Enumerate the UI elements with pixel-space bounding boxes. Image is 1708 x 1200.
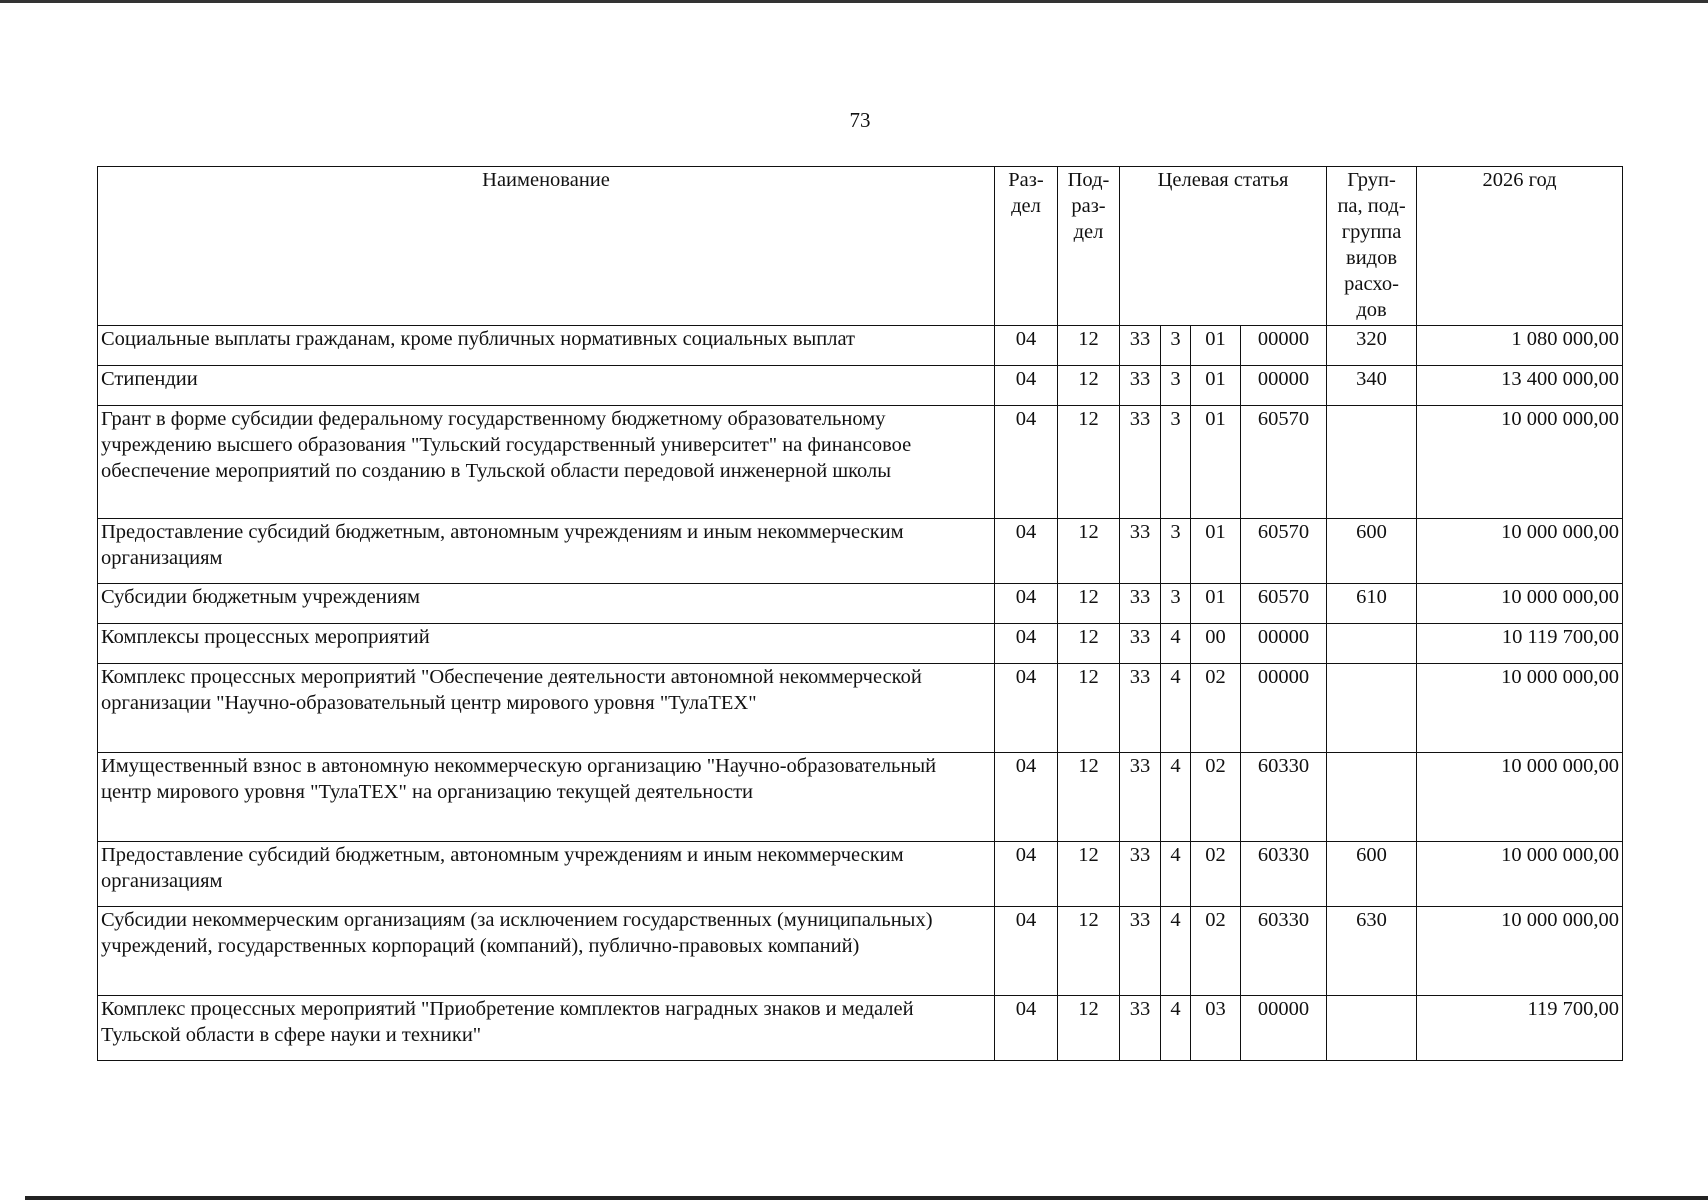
row-cs-structure: 01 (1191, 519, 1241, 584)
row-razdel: 04 (995, 584, 1058, 624)
row-gruppa: 600 (1327, 519, 1417, 584)
row-amount: 10 000 000,00 (1417, 406, 1623, 519)
row-razdel: 04 (995, 406, 1058, 519)
row-cs-structure: 03 (1191, 996, 1241, 1061)
row-cs-program: 33 (1120, 842, 1161, 907)
row-gruppa: 630 (1327, 907, 1417, 996)
scan-edge-top (0, 0, 1708, 3)
header-row (98, 167, 1623, 326)
row-podrazdel: 12 (1058, 406, 1120, 519)
row-name: Имущественный взнос в автономную некоммерческую организацию "Научно-образовательный центр мирового уровня "ТулаТЕХ" на организацию текущей деятельности (98, 753, 995, 842)
row-name: Комплексы процессных мероприятий (98, 624, 995, 664)
row-cs-direction: 00000 (1241, 326, 1327, 366)
row-name: Комплекс процессных мероприятий "Обеспечение деятельности автономной некоммерческой организации "Научно-образовательный центр мирового уровня "ТулаТЕХ" (98, 664, 995, 753)
table-row (98, 366, 1623, 406)
row-razdel: 04 (995, 907, 1058, 996)
row-cs-structure: 02 (1191, 842, 1241, 907)
row-name: Предоставление субсидий бюджетным, автономным учреждениям и иным некоммерческим организациям (98, 842, 995, 907)
row-amount: 10 000 000,00 (1417, 907, 1623, 996)
row-gruppa: 610 (1327, 584, 1417, 624)
row-cs-type: 4 (1161, 664, 1191, 753)
row-gruppa (1327, 664, 1417, 753)
row-cs-structure: 02 (1191, 664, 1241, 753)
row-razdel: 04 (995, 996, 1058, 1061)
row-cs-direction: 60330 (1241, 753, 1327, 842)
row-amount: 10 000 000,00 (1417, 584, 1623, 624)
row-cs-program: 33 (1120, 519, 1161, 584)
row-razdel: 04 (995, 664, 1058, 753)
row-razdel: 04 (995, 519, 1058, 584)
row-cs-program: 33 (1120, 326, 1161, 366)
row-name: Социальные выплаты гражданам, кроме публичных нормативных социальных выплат (98, 326, 995, 366)
row-cs-direction: 00000 (1241, 996, 1327, 1061)
row-cs-program: 33 (1120, 624, 1161, 664)
row-podrazdel: 12 (1058, 907, 1120, 996)
header-celevaya-statya: Целевая статья (1120, 167, 1327, 326)
header-podrazdel: Под- раз- дел (1058, 167, 1120, 326)
row-cs-program: 33 (1120, 406, 1161, 519)
row-razdel: 04 (995, 753, 1058, 842)
row-amount: 10 000 000,00 (1417, 519, 1623, 584)
row-razdel: 04 (995, 624, 1058, 664)
row-cs-type: 4 (1161, 907, 1191, 996)
table-row (98, 907, 1623, 996)
row-amount: 13 400 000,00 (1417, 366, 1623, 406)
row-cs-type: 4 (1161, 753, 1191, 842)
row-cs-program: 33 (1120, 996, 1161, 1061)
row-podrazdel: 12 (1058, 326, 1120, 366)
row-gruppa (1327, 753, 1417, 842)
header-razdel: Раз- дел (995, 167, 1058, 326)
scan-edge-bottom (25, 1196, 1708, 1200)
row-cs-direction: 00000 (1241, 366, 1327, 406)
row-name: Комплекс процессных мероприятий "Приобретение комплектов наградных знаков и медалей Тульской области в сфере науки и техники" (98, 996, 995, 1061)
row-cs-program: 33 (1120, 584, 1161, 624)
row-gruppa: 600 (1327, 842, 1417, 907)
page-number: 73 (849, 108, 871, 132)
header-gruppa: Груп- па, под- группа видов расхо- дов (1327, 167, 1417, 326)
row-cs-structure: 01 (1191, 406, 1241, 519)
row-cs-type: 4 (1161, 996, 1191, 1061)
row-podrazdel: 12 (1058, 584, 1120, 624)
header-year: 2026 год (1417, 167, 1623, 326)
row-razdel: 04 (995, 326, 1058, 366)
row-razdel: 04 (995, 842, 1058, 907)
row-cs-structure: 01 (1191, 326, 1241, 366)
row-cs-type: 3 (1161, 406, 1191, 519)
row-cs-structure: 02 (1191, 907, 1241, 996)
row-name: Стипендии (98, 366, 995, 406)
row-amount: 10 119 700,00 (1417, 624, 1623, 664)
row-amount: 1 080 000,00 (1417, 326, 1623, 366)
row-razdel: 04 (995, 366, 1058, 406)
row-gruppa: 340 (1327, 366, 1417, 406)
row-cs-structure: 00 (1191, 624, 1241, 664)
row-cs-direction: 60330 (1241, 842, 1327, 907)
row-name: Предоставление субсидий бюджетным, автономным учреждениям и иным некоммерческим организациям (98, 519, 995, 584)
row-podrazdel: 12 (1058, 366, 1120, 406)
row-podrazdel: 12 (1058, 996, 1120, 1061)
row-cs-type: 3 (1161, 519, 1191, 584)
row-gruppa (1327, 624, 1417, 664)
row-cs-type: 3 (1161, 326, 1191, 366)
row-name: Субсидии некоммерческим организациям (за исключением государственных (муниципальных) учреждений, государственных корпораций (компаний), публично-правовых компаний) (98, 907, 995, 996)
row-amount: 10 000 000,00 (1417, 842, 1623, 907)
row-podrazdel: 12 (1058, 753, 1120, 842)
row-cs-program: 33 (1120, 753, 1161, 842)
row-name: Грант в форме субсидии федеральному государственному бюджетному образовательному учреждению высшего образования "Тульский государственный университет" на финансовое обеспечение мероприятий по созданию в Тульской области передовой инженерной школы (98, 406, 995, 519)
row-cs-direction: 00000 (1241, 664, 1327, 753)
row-cs-structure: 02 (1191, 753, 1241, 842)
row-cs-structure: 01 (1191, 584, 1241, 624)
table-row (98, 842, 1623, 907)
row-name: Субсидии бюджетным учреждениям (98, 584, 995, 624)
row-cs-program: 33 (1120, 664, 1161, 753)
table-row (98, 406, 1623, 519)
row-gruppa: 320 (1327, 326, 1417, 366)
table-row (98, 326, 1623, 366)
header-name: Наименование (98, 167, 995, 326)
row-cs-direction: 60570 (1241, 584, 1327, 624)
row-amount: 10 000 000,00 (1417, 753, 1623, 842)
row-cs-program: 33 (1120, 366, 1161, 406)
row-cs-direction: 60570 (1241, 519, 1327, 584)
row-cs-direction: 60570 (1241, 406, 1327, 519)
row-podrazdel: 12 (1058, 664, 1120, 753)
table-row (98, 664, 1623, 753)
row-cs-type: 3 (1161, 366, 1191, 406)
table-row (98, 584, 1623, 624)
row-podrazdel: 12 (1058, 842, 1120, 907)
table-row (98, 624, 1623, 664)
row-cs-type: 4 (1161, 624, 1191, 664)
row-amount: 119 700,00 (1417, 996, 1623, 1061)
row-cs-direction: 60330 (1241, 907, 1327, 996)
row-cs-structure: 01 (1191, 366, 1241, 406)
table-row (98, 996, 1623, 1061)
row-gruppa (1327, 996, 1417, 1061)
row-cs-direction: 00000 (1241, 624, 1327, 664)
table-row (98, 753, 1623, 842)
row-amount: 10 000 000,00 (1417, 664, 1623, 753)
budget-table (97, 166, 1623, 1061)
row-podrazdel: 12 (1058, 519, 1120, 584)
row-podrazdel: 12 (1058, 624, 1120, 664)
row-cs-type: 4 (1161, 842, 1191, 907)
row-gruppa (1327, 406, 1417, 519)
row-cs-type: 3 (1161, 584, 1191, 624)
row-cs-program: 33 (1120, 907, 1161, 996)
table-row (98, 519, 1623, 584)
